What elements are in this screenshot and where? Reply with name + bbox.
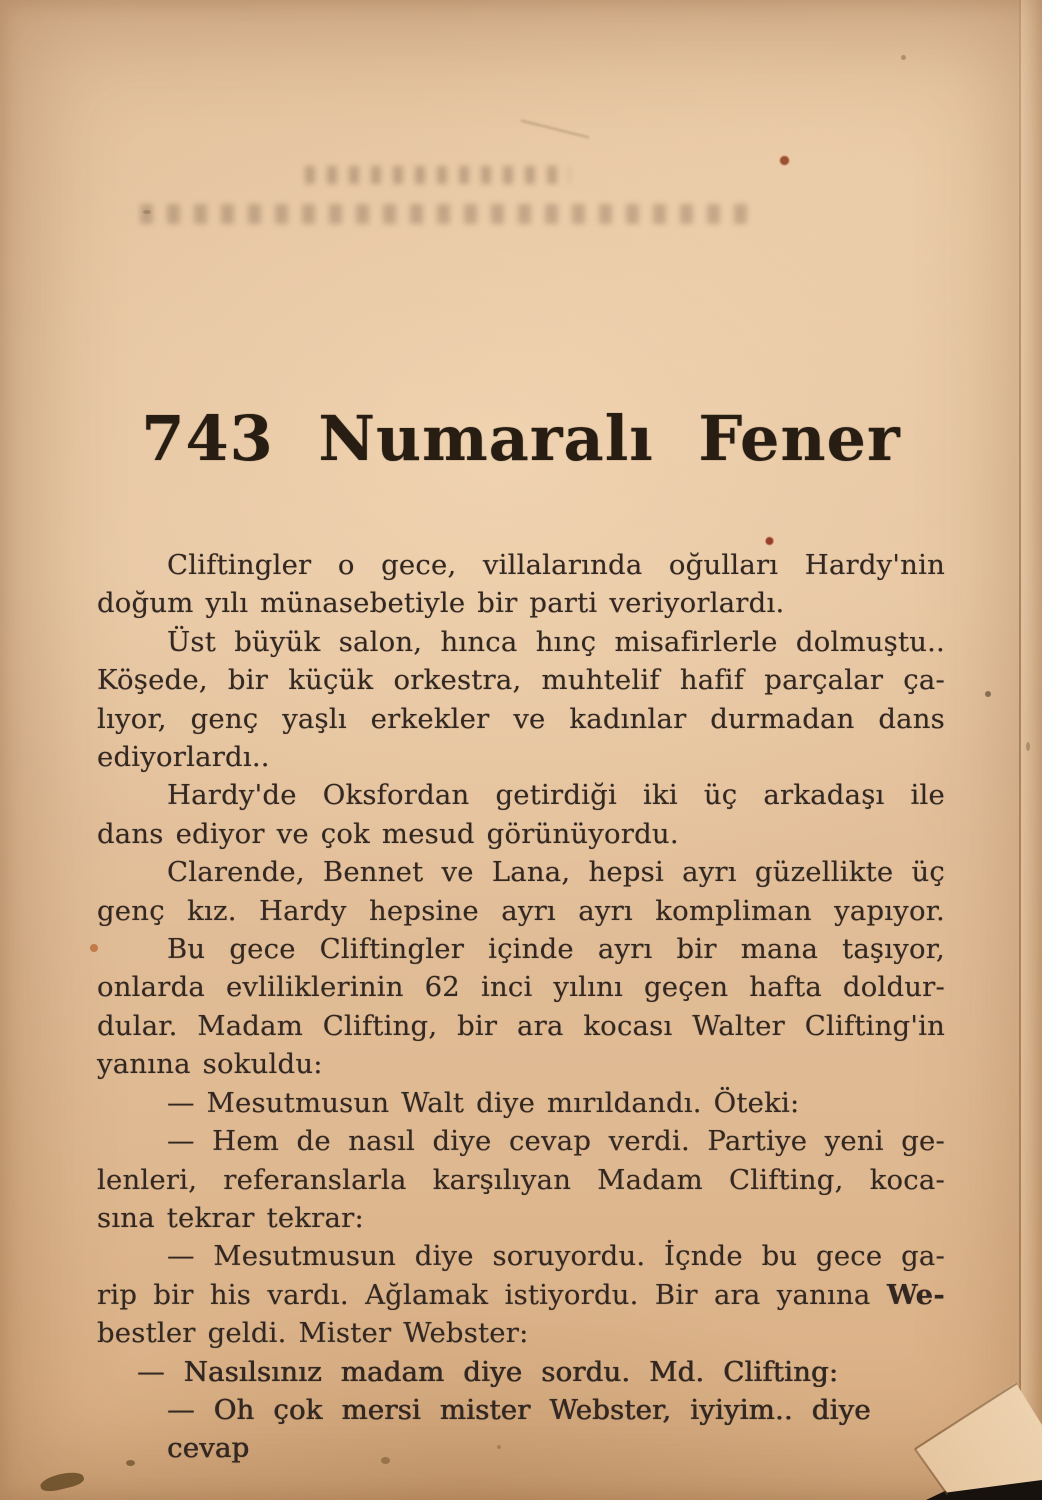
text-line: — Mesutmusun Walt diye mırıldandı. Öteki: <box>167 1086 800 1119</box>
text-line: — Hem de nasıl diye cevap verdi. Partiye yeni ge- <box>167 1125 945 1158</box>
ink-stain <box>779 155 790 166</box>
text-line: Cliftingler o gece, villalarında oğulları Hardy'nin <box>167 549 945 581</box>
text-line: Hardy'de Oksfordan getirdiği iki üç arkadaşı ile <box>167 779 945 812</box>
text-line: sına tekrar tekrar: <box>97 1201 364 1234</box>
scratch-mark <box>521 120 589 139</box>
text-line: Bu gece Cliftingler içinde ayrı bir mana taşıyor, <box>167 933 945 966</box>
text-line: — Nasılsınız madam diye sordu. Md. Clifting: <box>137 1355 839 1388</box>
text-line: ediyorlardı.. <box>97 741 270 774</box>
text-line: dans ediyor ve çok mesud görünüyordu. <box>97 817 679 850</box>
text-line: Köşede, bir küçük orkestra, muhtelif hafif parçalar ça- <box>97 664 945 697</box>
ink-stain <box>985 691 991 697</box>
bleedthrough-text-row <box>140 204 750 224</box>
text-line: bestler geldi. Mister Webster: <box>97 1317 529 1350</box>
text-line: lenleri, referanslarla karşılıyan Madam Clifting, koca- <box>97 1163 945 1196</box>
text-line: onlarda evliliklerinin 62 inci yılını geçen hafta doldur- <box>97 971 945 1004</box>
text-line-segment: rip bir his vardı. Ağlamak istiyordu. Bir ara yanına <box>97 1278 871 1311</box>
ink-stain <box>901 55 906 60</box>
text-line: Üst büyük salon, hınca hınç misafirlerle dolmuştu.. <box>167 625 945 658</box>
text-line: lıyor, genç yaşlı erkekler ve kadınlar durmadan dans <box>97 702 945 735</box>
bold-text-segment: We- <box>886 1278 945 1311</box>
page-title: 743 Numaralı Fener <box>141 402 901 475</box>
ink-stain <box>143 210 151 214</box>
text-line: yanına sokuldu: <box>97 1048 323 1081</box>
text-line: — Oh çok mersi mister Webster, iyiyim.. diye cevap <box>167 1393 871 1465</box>
text-line: doğum yılı münasebetiyle bir parti veriyorlardı. <box>97 587 785 620</box>
text-line <box>97 1276 945 1314</box>
body-text <box>97 546 945 1468</box>
ink-stain <box>765 536 774 546</box>
text-line: dular. Madam Clifting, bir ara kocası Walter Clifting'in <box>97 1009 945 1042</box>
bleedthrough-text-row <box>305 166 570 184</box>
ink-stain <box>39 1469 85 1494</box>
text-line: genç kız. Hardy hepsine ayrı ayrı kompliman yapıyor. <box>97 894 945 927</box>
text-line: — Mesutmusun diye soruyordu. İçnde bu gece ga- <box>167 1240 945 1273</box>
text-line: Clarende, Bennet ve Lana, hepsi ayrı güzellikte üç <box>167 856 945 889</box>
page-crease-highlight <box>1021 0 1042 1500</box>
